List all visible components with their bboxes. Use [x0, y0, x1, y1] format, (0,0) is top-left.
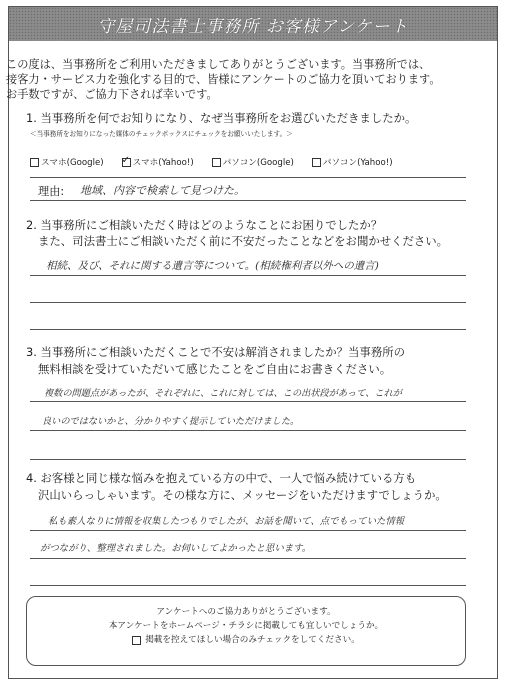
answer-line: [30, 302, 466, 303]
q1-note: ＜当事務所をお知りになった媒体のチェックボックスにチェックをお願いいたします。＞: [30, 130, 293, 138]
footer-opt-out[interactable]: [132, 633, 360, 647]
option-pc-google[interactable]: [212, 156, 294, 168]
footer-question: 本アンケートをホームページ・チラシに掲載しても宜しいでしょうか。: [108, 621, 384, 631]
footer-check-label: 掲載を控えてほしい場合のみチェックをしてください。: [145, 635, 360, 645]
answer-line: [30, 275, 466, 276]
checked-checkbox-icon[interactable]: [122, 158, 131, 167]
reason-label: 理由:: [38, 185, 65, 198]
survey-sheet: [8, 6, 498, 679]
reason-answer: 地域、内容で検索して見つけた。: [80, 184, 245, 197]
q4-answer-line1: 私も素人なりに情報を収集したつもりでしたが、お話を聞いて、点でもっていた情報: [48, 516, 405, 527]
answer-line: [30, 200, 466, 201]
header-banner: [9, 7, 497, 41]
option-label: パソコン(Yahoo!): [322, 158, 393, 168]
option-label: スマホ(Google): [41, 158, 104, 168]
q3-answer-line2: 良いのではないかと、分かりやすく提示していただけました。: [42, 416, 300, 427]
answer-line: [30, 530, 466, 531]
answer-line: [30, 585, 466, 586]
page-title: 守屋司法書士事務所 お客様アンケート: [97, 16, 409, 37]
answer-line: [30, 430, 466, 431]
q1-options: [30, 156, 470, 168]
checkbox-icon[interactable]: [132, 636, 141, 645]
answer-line: [30, 459, 466, 460]
q4-title-line1: 4. お客様と同じ様な悩みを抱えている方の中で、一人で悩み続けている方も: [26, 471, 417, 485]
answer-line: [30, 329, 466, 330]
intro-line: この度は、当事務所をご利用いただきましてありがとうございます。当事務所では、: [6, 58, 431, 71]
q4-title-line2: 沢山いらっしゃいます。その様な方に、メッセージをいただけますでしょうか。: [38, 488, 447, 502]
footer-box: [26, 596, 466, 666]
footer-thanks: アンケートへのご協力ありがとうございます。: [156, 607, 336, 617]
checkbox-icon[interactable]: [312, 158, 321, 167]
answer-line: [30, 401, 466, 402]
q3-title-line2: 無料相談を受けていただいて感じたことをご自由にお書きください。: [38, 362, 392, 376]
divider: [30, 177, 466, 178]
option-smartphone-google[interactable]: [30, 156, 104, 168]
intro-text: [6, 57, 484, 102]
option-label: スマホ(Yahoo!): [132, 158, 194, 168]
checkbox-icon[interactable]: [212, 158, 221, 167]
option-pc-yahoo[interactable]: [312, 156, 393, 168]
q2-answer-line1: 相続、及び、それに関する遺言等について。(相続権利者以外への遺言): [46, 260, 379, 272]
q3-title-line1: 3. 当事務所にご相談いただくことで不安は解消されましたか？当事務所の: [26, 345, 405, 359]
option-label: パソコン(Google): [222, 158, 294, 168]
checkbox-icon[interactable]: [30, 158, 39, 167]
q1-title: 1. 当事務所を何でお知りになり、なぜ当事務所をお選びいただきましたか。: [26, 111, 417, 125]
q4-answer-line2: がつながり、整理されました。お伺いしてよかったと思います。: [40, 543, 312, 554]
q2-title-line1: 2. 当事務所にご相談いただく時はどのようなことにお困りでしたか？: [26, 218, 383, 232]
option-smartphone-yahoo[interactable]: [122, 156, 194, 168]
intro-line: 接客力・サービス力を強化する目的で、皆様にアンケートのご協力を頂いております。: [6, 73, 441, 86]
q2-title-line2: また、司法書士にご相談いただく前に不安だったことなどをお聞かせください。: [38, 234, 449, 248]
q3-answer-line1: 複数の問題点があったが、それぞれに、これに対しては、この出状段があって、これが: [44, 388, 402, 399]
answer-line: [30, 558, 466, 559]
intro-line: お手数ですが、ご協力下されば幸いです。: [6, 88, 218, 101]
